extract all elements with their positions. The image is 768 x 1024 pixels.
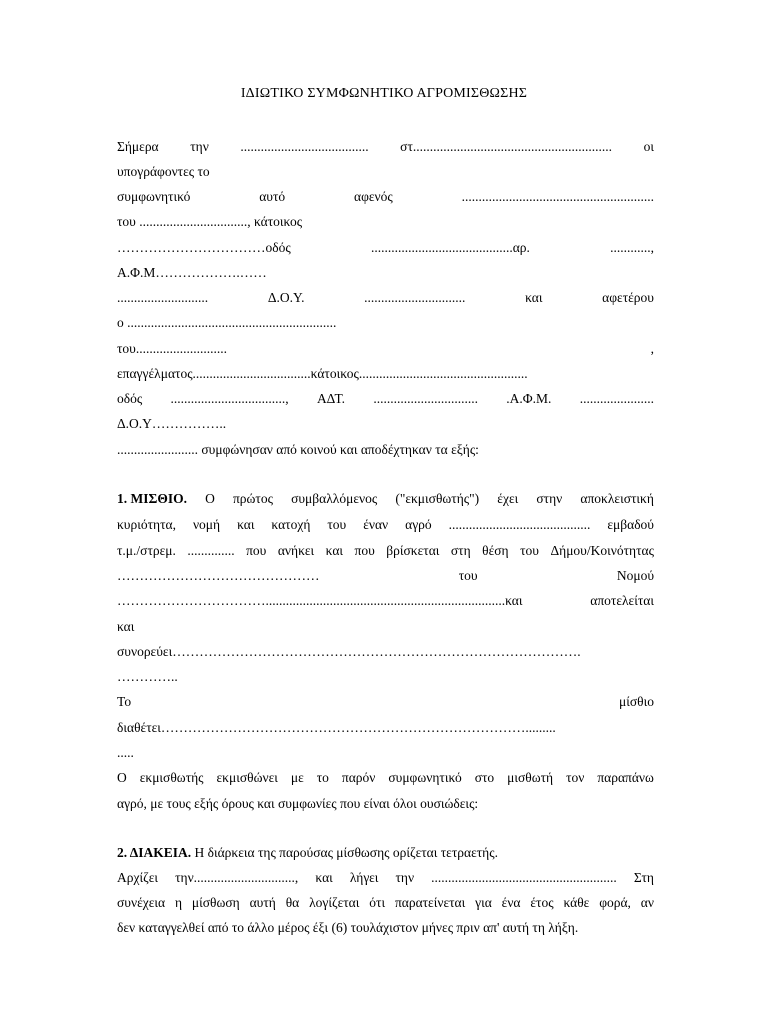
section1-line-1 <box>117 489 654 509</box>
section2-heading: 2. ΔΙΑΚΕΙΑ. <box>117 845 192 860</box>
text: αν <box>640 895 654 910</box>
section1-line-4 <box>117 566 654 586</box>
text: βρίσκεται <box>386 543 440 558</box>
section1-heading: 1. ΜΙΣΘΙΟ. <box>117 491 187 506</box>
text: μίσθωση <box>191 895 240 910</box>
text: τ.μ./στρεμ. <box>117 543 176 558</box>
blank-field: .............. <box>187 543 235 558</box>
text: Νομού <box>616 568 654 583</box>
text: ΑΔΤ. <box>316 391 346 406</box>
text: του <box>327 517 347 532</box>
text: έχει <box>497 491 519 506</box>
intro-line-9 <box>117 339 654 359</box>
text: συμβαλλόμενος <box>291 491 378 506</box>
blank-field: την.............................., <box>175 870 299 885</box>
section1-line-10: διαθέτει………………………………………………………………………......... <box>117 720 556 735</box>
text: εμβαδού <box>607 517 654 532</box>
text: παρόν <box>341 770 376 785</box>
intro-line-4: του ................................, κάτοικος <box>117 214 303 229</box>
intro-line-8: ο .............................................................. <box>117 315 337 330</box>
text: συνέχεια <box>117 895 166 910</box>
intro-line-12: Δ.Ο.Υ…………….. <box>117 416 227 431</box>
section1-line-2 <box>117 515 654 535</box>
text: Στη <box>633 870 654 885</box>
text: Ο <box>205 491 215 506</box>
text: την <box>190 139 209 154</box>
text: η <box>174 895 183 910</box>
blank-field: ……………………………………… <box>117 568 320 583</box>
text: μισθωτή <box>507 770 554 785</box>
blank-field: ……………………………οδός <box>117 240 291 255</box>
text: στο <box>474 770 495 785</box>
text: και <box>325 543 344 558</box>
text: παρατείνεται <box>394 895 466 910</box>
text: .Α.Φ.Μ. <box>506 391 552 406</box>
blank-field: ......................................................... <box>461 189 654 204</box>
text: , <box>650 341 654 356</box>
blank-field: .......................................... <box>448 517 591 532</box>
text: θα <box>285 895 300 910</box>
text: έναν <box>363 517 389 532</box>
section1-line-9 <box>117 692 654 712</box>
intro-line-10: επαγγέλματος...................................κάτοικος.................................................. <box>117 366 528 381</box>
blank-field: ........................... <box>117 290 209 305</box>
text: και <box>315 870 333 885</box>
text: την <box>395 870 415 885</box>
text: που <box>246 543 267 558</box>
text: αποκλειστική <box>580 491 654 506</box>
section1-line-5 <box>117 591 654 611</box>
text: και <box>237 517 255 532</box>
text: οδός <box>117 391 143 406</box>
text: με <box>290 770 304 785</box>
blank-field: .............................. <box>364 290 466 305</box>
text: και <box>525 290 543 305</box>
text: Δ.Ο.Υ. <box>267 290 305 305</box>
text: για <box>475 895 492 910</box>
section2-line-2 <box>117 868 654 888</box>
text: λήγει <box>349 870 379 885</box>
text: Ο <box>117 770 127 785</box>
text: στην <box>536 491 563 506</box>
text: αποτελείται <box>590 593 654 608</box>
blank-field: ...................................... <box>240 139 369 154</box>
section1-line-7: συνορεύει………………………………………………………………………………. <box>117 644 581 659</box>
text: αφενός <box>354 189 393 204</box>
text: θέση <box>482 543 509 558</box>
text: αγρό <box>405 517 432 532</box>
text: Δήμου/Κοινότητας <box>550 543 654 558</box>
text: αυτό <box>259 189 286 204</box>
text: κυριότητα, <box>117 517 176 532</box>
blank-field: ............................... <box>373 391 478 406</box>
section1-line-13: αγρό, με τους εξής όρους και συμφωνίες που είναι όλοι ουσιώδεις: <box>117 796 479 811</box>
section1-line-11: ..... <box>117 745 134 760</box>
document-title: ΙΔΙΩΤΙΚΟ ΣΥΜΦΩΝΗΤΙΚΟ ΑΓΡΟΜΙΣΘΩΣΗΣ <box>240 86 528 101</box>
text: ("εκμισθωτής") <box>395 491 480 506</box>
text: έτος <box>530 895 554 910</box>
text: μίσθιο <box>619 694 654 709</box>
blank-field: ..........................................αρ. <box>370 240 530 255</box>
text: ότι <box>369 895 386 910</box>
text: λογίζεται <box>309 895 360 910</box>
blank-field: ...................... <box>579 391 654 406</box>
text: συμφωνητικό <box>388 770 462 785</box>
section2-line-3 <box>117 893 654 913</box>
text: του <box>458 568 478 583</box>
text: Η διάρκεια της παρούσας μίσθωσης ορίζεται τετραετής. <box>191 845 498 860</box>
intro-line-3 <box>117 187 654 207</box>
text: ανήκει <box>277 543 315 558</box>
text: αυτή <box>249 895 276 910</box>
text: πρώτος <box>232 491 273 506</box>
blank-field: ....................................................... <box>431 870 617 885</box>
text: Αρχίζει <box>117 870 159 885</box>
text: Σήμερα <box>117 139 159 154</box>
blank-field: …………………………….......................................................................και <box>117 593 523 608</box>
section2-line-4: δεν καταγγελθεί από το άλλο μέρος έξι (6) τουλάχιστον μήνες πριν απ' αυτή τη λήξη. <box>117 920 579 935</box>
text: του <box>520 543 539 558</box>
intro-line-2: υπογράφοντες το <box>117 164 210 179</box>
text: κατοχή <box>271 517 311 532</box>
text: στη <box>450 543 471 558</box>
text: συμφωνητικό <box>117 189 191 204</box>
text: ένα <box>501 895 521 910</box>
text: κάθε <box>563 895 590 910</box>
section2-line-1 <box>117 843 654 863</box>
intro-line-11 <box>117 389 654 409</box>
blank-field: .................................., <box>170 391 289 406</box>
text: οι <box>643 139 654 154</box>
blank-field: στ........................................................... <box>400 139 612 154</box>
text: νομή <box>192 517 221 532</box>
text: τον <box>566 770 585 785</box>
text: του........................... <box>117 341 227 356</box>
intro-line-6: Α.Φ.Μ……………….…… <box>117 265 267 280</box>
text: που <box>354 543 375 558</box>
intro-line-7 <box>117 288 654 308</box>
intro-line-1 <box>117 137 654 157</box>
text: αφετέρου <box>602 290 654 305</box>
text: φορά, <box>599 895 631 910</box>
intro-line-5 <box>117 238 654 258</box>
section1-line-6: και <box>117 619 135 634</box>
section1-line-3 <box>117 541 654 561</box>
text: εκμισθώνει <box>216 770 278 785</box>
text: Το <box>117 694 132 709</box>
section1-line-8: ………….. <box>117 669 178 684</box>
text: παραπάνω <box>597 770 654 785</box>
blank-field: ............, <box>610 240 654 255</box>
text: εκμισθωτής <box>139 770 204 785</box>
section1-line-12 <box>117 768 654 788</box>
intro-line-13: ........................ συμφώνησαν από κοινού και αποδέχτηκαν τα εξής: <box>117 442 479 457</box>
text: το <box>316 770 329 785</box>
